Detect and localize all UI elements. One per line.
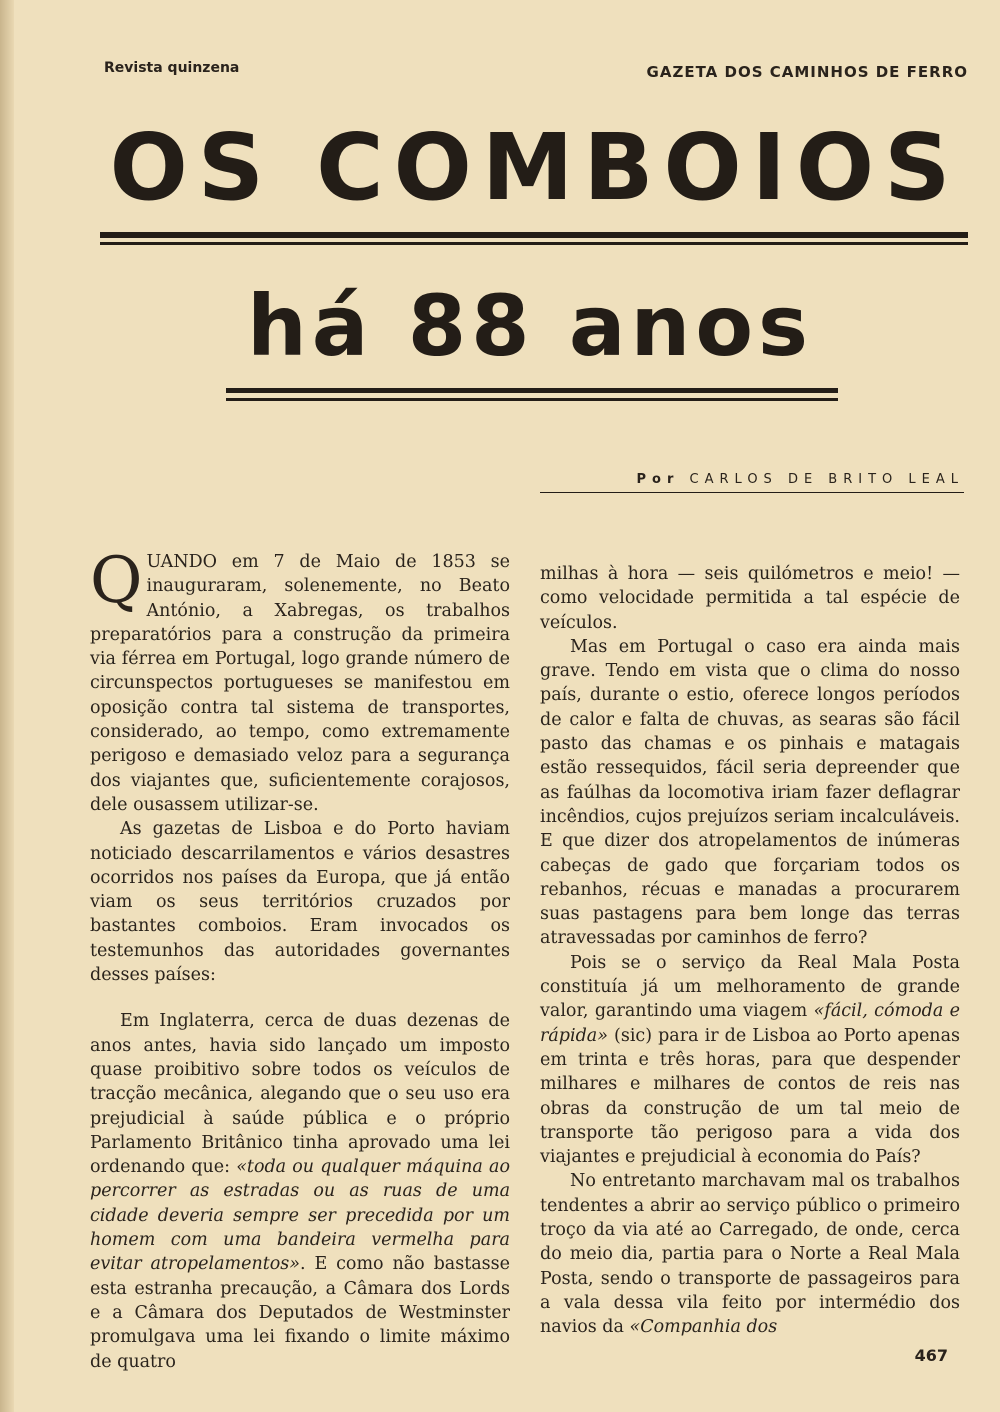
subtitle-rule-bottom (226, 398, 838, 401)
paragraph: milhas à hora — seis quilómetros e meio! — como velocidade permitida a tal espécie de veículos. (540, 564, 960, 633)
paragraph (540, 951, 960, 1170)
column-right (540, 562, 960, 1340)
paragraph-text: . E como não bastasse esta estranha precaução, a Câmara dos Lords e a Câmara dos Deputados de Westminster promulgava uma lei fixando o limite máximo de quatro (90, 1254, 510, 1372)
page-edge (0, 0, 14, 1412)
paragraph-text: No entretanto marchavam mal os trabalhos tendentes a abrir ao serviço público o primeiro troço da via até ao Carregado, de onde, cerca do meio dia, partia para o Norte a Real Mala Posta, sendo o transporte de passageiros para a vala dessa vila feito por intermédio dos navios da (540, 1171, 960, 1338)
article-title: OS COMBOIOS (109, 114, 961, 221)
paragraph (90, 544, 510, 817)
quotation: «Companhia dos (629, 1317, 778, 1338)
title-rule-top (100, 232, 968, 238)
paragraph-text: UANDO em 7 de Maio de 1853 se inauguraram, solenemente, no Beato António, a Xabregas, os trabalhos preparatórios para a construção da primeira via férrea em Portugal, logo grande número de circunspectos portugueses se manifestou em oposição contra tal sistema de transportes, considerado, ao tempo, como extremamente perigoso e demasiado veloz para a segurança dos viajantes que, suficientemente corajosos, dele ousassem utilizar-se. (90, 552, 510, 815)
paragraph-text: Pois se o serviço da Real Mala Posta constituía já um melhoramento de grande valor, garantindo uma viagem (540, 952, 960, 1022)
article-subtitle: há 88 anos (246, 277, 814, 375)
paragraph-text: (sic) para ir de Lisboa ao Porto apenas em trinta e três horas, para que despender milhares e milhares de contos de reis nas obras da construção de um tal meio de transporte tão perigoso para a vida dos viajantes e prejudicial à economia do País? (540, 1025, 960, 1168)
paragraph: As gazetas de Lisboa e do Porto haviam noticiado descarrilamentos e vários desastres ocorridos nos países da Europa, que já então viam os seus territórios cruzados por bastantes comboios. Eram invocados os testemunhos das autoridades governantes desses países: (90, 819, 510, 986)
running-header-right: GAZETA DOS CAMINHOS DE FERRO (646, 63, 968, 81)
paragraph-text: Em Inglaterra, cerca de duas dezenas de anos antes, havia sido lançado um imposto quase proibitivo sobre todos os veículos de tracção mecânica, alegando que o seu uso era prejudicial à saúde pública e o próprio Parlamento Britânico tinha aprovado uma lei ordenando que: (90, 1011, 510, 1178)
byline-author: CARLOS DE BRITO LEAL (689, 472, 964, 487)
subtitle-rule-top (226, 388, 838, 393)
title-rule-bottom (100, 242, 968, 245)
paragraph (540, 1169, 960, 1339)
paragraph (90, 1009, 510, 1373)
column-left (90, 544, 510, 1374)
byline (637, 472, 964, 487)
byline-prefix: Por (636, 472, 680, 487)
quotation: «toda ou qualquer máquina ao percorrer as estradas ou as ruas de uma cidade deveria sempre ser precedida por um homem com uma bandeira vermelha para evitar atropelamentos» (90, 1157, 510, 1275)
drop-cap: Q (90, 544, 143, 618)
page-number: 467 (914, 1346, 948, 1365)
byline-underline (540, 492, 964, 493)
paragraph: Mas em Portugal o caso era ainda mais grave. Tendo em vista que o clima do nosso país, durante o estio, oferece longos períodos de calor e falta de chuvas, as searas são fácil pasto das chamas e os pinhais e matagais estão ressequidos, fácil seria depreender que as faúlhas da locomotiva iriam fazer deflagrar incêndios, cujos prejuízos seriam incalculáveis. E que dizer dos atropelamentos de inúmeras cabeças de gado que forçariam todos os rebanhos, récuas e manadas a procurarem suas pastagens para bem longe das terras atravessadas por caminhos de ferro? (540, 636, 960, 949)
running-header-left: Revista quinzena (104, 60, 240, 76)
quotation: «fácil, cómoda e rápida» (540, 1001, 960, 1046)
